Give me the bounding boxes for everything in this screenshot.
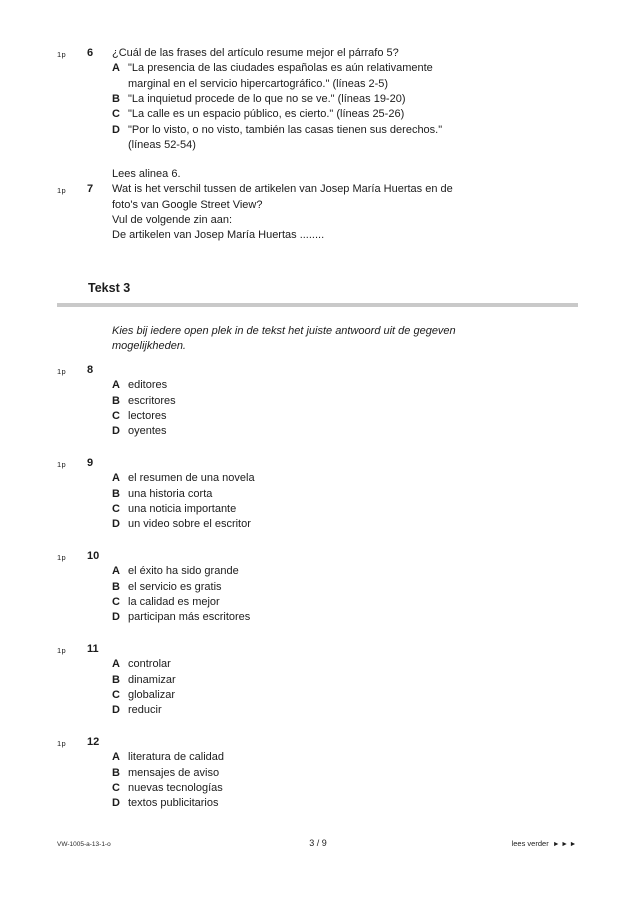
question-number-line xyxy=(112,549,594,564)
option-row xyxy=(112,610,594,625)
question-number-line xyxy=(112,735,594,750)
option-text xyxy=(128,487,594,502)
question-points: 1p xyxy=(57,738,66,748)
option-letter: C xyxy=(112,409,120,422)
page-number: 3 / 9 xyxy=(309,838,327,848)
question-line: foto's van Google Street View? xyxy=(112,198,263,211)
option-line: participan más escritores xyxy=(128,611,251,624)
option-line: reducir xyxy=(128,704,162,717)
question-text-column xyxy=(112,549,594,626)
option-line: "La calle es un espacio público, es cierto." (líneas 25-26) xyxy=(128,108,405,121)
option-row xyxy=(112,750,594,765)
document-code: VW-1005-a-13-1-o xyxy=(57,841,111,848)
question-number: 7 xyxy=(87,183,94,196)
option-letter: A xyxy=(112,565,120,578)
option-text xyxy=(128,517,594,532)
option-line: "Por lo visto, o no visto, también las casas tienen sus derechos." xyxy=(128,123,443,136)
question-block-9 xyxy=(0,456,636,533)
option-row xyxy=(112,394,594,409)
option-line: dinamizar xyxy=(128,673,176,686)
option-line: el éxito ha sido grande xyxy=(128,565,239,578)
option-text xyxy=(128,580,594,595)
option-letter: C xyxy=(112,502,120,515)
question-points: 1p xyxy=(57,185,66,195)
section-divider-rule xyxy=(57,303,578,307)
option-row xyxy=(112,673,594,688)
instruction-line: mogelijkheden. xyxy=(112,340,186,353)
option-text xyxy=(128,766,594,781)
option-letter: B xyxy=(112,580,120,593)
continue-arrows-icon: ►►► xyxy=(552,841,578,848)
option-text xyxy=(128,409,594,424)
option-text xyxy=(128,107,594,122)
option-text xyxy=(128,796,594,811)
question-block-8 xyxy=(0,363,636,440)
option-text xyxy=(128,123,594,154)
option-line: nuevas tecnologías xyxy=(128,781,223,794)
page-footer xyxy=(0,836,636,856)
option-row xyxy=(112,517,594,532)
question-number: 8 xyxy=(87,364,94,376)
option-text xyxy=(128,502,594,517)
option-text xyxy=(128,673,594,688)
option-text xyxy=(128,61,594,92)
option-row xyxy=(112,766,594,781)
option-row xyxy=(112,424,594,439)
question-text-column xyxy=(112,167,594,244)
option-text xyxy=(128,378,594,393)
question-block-10 xyxy=(0,549,636,626)
question-points: 1p xyxy=(57,49,66,59)
question-block-6 xyxy=(0,46,636,153)
option-row xyxy=(112,123,594,154)
question-points: 1p xyxy=(57,552,66,562)
option-line: literatura de calidad xyxy=(128,751,225,764)
option-line: globalizar xyxy=(128,688,176,701)
option-row xyxy=(112,580,594,595)
question-number-line xyxy=(112,642,594,657)
option-letter: B xyxy=(112,673,120,686)
option-line: marginal en el servicio hipercartográfico." (líneas 2-5) xyxy=(128,77,389,90)
question-text-column xyxy=(112,46,594,153)
question-number: 12 xyxy=(87,736,100,748)
option-line: escritores xyxy=(128,394,176,407)
option-row xyxy=(112,703,594,718)
question-number: 6 xyxy=(87,47,94,59)
option-line: una historia corta xyxy=(128,487,213,500)
question-number: 11 xyxy=(87,643,99,655)
option-text xyxy=(128,92,594,107)
option-row xyxy=(112,657,594,672)
option-line: un video sobre el escritor xyxy=(128,518,251,531)
option-line: lectores xyxy=(128,409,167,422)
option-letter: A xyxy=(112,62,120,75)
option-text xyxy=(128,610,594,625)
section-instruction xyxy=(112,324,594,355)
question-text-column xyxy=(112,735,594,812)
question-lead-in: Lees alinea 6. xyxy=(112,168,181,180)
question-points: 1p xyxy=(57,645,66,655)
option-text xyxy=(128,471,594,486)
question-line: De artikelen van Josep María Huertas ........ xyxy=(112,229,325,242)
option-letter: B xyxy=(112,766,120,779)
question-points: 1p xyxy=(57,366,66,376)
option-letter: C xyxy=(112,781,120,794)
question-line: Wat is het verschil tussen de artikelen van Josep María Huertas en de xyxy=(112,183,453,196)
question-number: 10 xyxy=(87,550,100,562)
option-text xyxy=(128,595,594,610)
option-line: la calidad es mejor xyxy=(128,595,220,608)
option-line: el servicio es gratis xyxy=(128,580,222,593)
option-row xyxy=(112,107,594,122)
option-text xyxy=(128,394,594,409)
option-letter: A xyxy=(112,751,120,764)
option-letter: D xyxy=(112,425,120,438)
option-text xyxy=(128,750,594,765)
question-line: Vul de volgende zin aan: xyxy=(112,213,233,226)
option-line: el resumen de una novela xyxy=(128,472,255,485)
question-block-7 xyxy=(0,167,636,244)
option-line: una noticia importante xyxy=(128,502,237,515)
question-block-12 xyxy=(0,735,636,812)
option-line: "La presencia de las ciudades españolas es aún relativamente xyxy=(128,62,433,75)
option-row xyxy=(112,688,594,703)
option-row xyxy=(112,409,594,424)
option-row xyxy=(112,564,594,579)
question-text-column xyxy=(112,363,594,440)
option-row xyxy=(112,471,594,486)
question-line: ¿Cuál de las frases del artículo resume mejor el párrafo 5? xyxy=(112,47,399,59)
option-text xyxy=(128,703,594,718)
option-row xyxy=(112,595,594,610)
option-text xyxy=(128,781,594,796)
option-letter: D xyxy=(112,704,120,717)
option-letter: D xyxy=(112,611,120,624)
continue-label: lees verder xyxy=(511,839,549,848)
option-text xyxy=(128,424,594,439)
option-line: (líneas 52-54) xyxy=(128,138,196,151)
option-text xyxy=(128,564,594,579)
option-line: editores xyxy=(128,379,168,392)
question-number-line xyxy=(112,363,594,378)
option-line: oyentes xyxy=(128,425,167,438)
option-text xyxy=(128,688,594,703)
option-letter: D xyxy=(112,518,120,531)
question-number: 9 xyxy=(87,457,94,469)
question-text-column xyxy=(112,642,594,719)
option-letter: A xyxy=(112,658,120,671)
option-letter: B xyxy=(112,394,120,407)
option-letter: A xyxy=(112,472,120,485)
question-number-line xyxy=(112,456,594,471)
question-block-11 xyxy=(0,642,636,719)
option-row xyxy=(112,61,594,92)
option-letter: B xyxy=(112,487,120,500)
option-row xyxy=(112,92,594,107)
option-letter: B xyxy=(112,92,120,105)
section-title: Tekst 3 xyxy=(88,281,131,295)
option-line: controlar xyxy=(128,658,171,671)
option-line: "La inquietud procede de lo que no se ve." (líneas 19-20) xyxy=(128,92,406,105)
question-text-column xyxy=(112,456,594,533)
question-points: 1p xyxy=(57,459,66,469)
option-text xyxy=(128,657,594,672)
option-row xyxy=(112,378,594,393)
option-letter: C xyxy=(112,595,120,608)
option-letter: A xyxy=(112,379,120,392)
option-letter: C xyxy=(112,108,120,121)
option-line: mensajes de aviso xyxy=(128,766,220,779)
continue-indicator xyxy=(512,839,578,850)
option-letter: D xyxy=(112,797,120,810)
instruction-line: Kies bij iedere open plek in de tekst het juiste antwoord uit de gegeven xyxy=(112,325,456,337)
option-line: textos publicitarios xyxy=(128,797,219,810)
option-row xyxy=(112,502,594,517)
option-row xyxy=(112,781,594,796)
option-row xyxy=(112,487,594,502)
option-letter: D xyxy=(112,123,120,136)
option-row xyxy=(112,796,594,811)
option-letter: C xyxy=(112,688,120,701)
